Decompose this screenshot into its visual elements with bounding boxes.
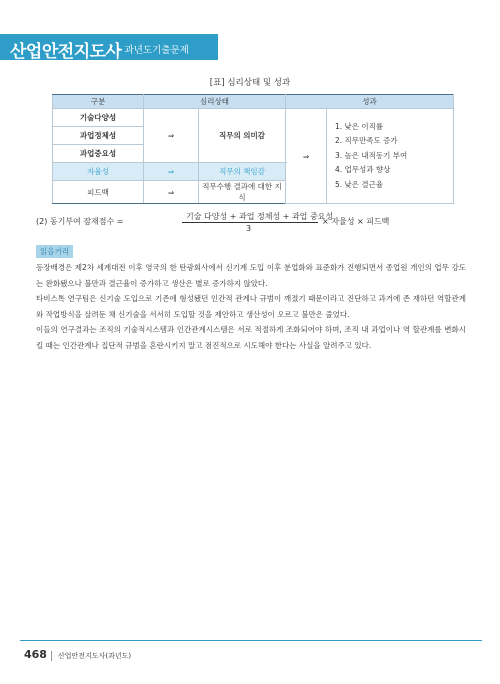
row-feedback: 피드백 <box>53 181 144 204</box>
row-autonomy: 자율성 <box>53 163 144 181</box>
table-title: [표] 심리상태 및 성과 <box>209 78 291 88</box>
state-meaningfulness: 직무의 의미감 <box>199 109 286 163</box>
arrow-icon: ⇒ <box>144 163 199 181</box>
reading-paragraph: 타비스톡 연구팀은 신기술 도입으로 기존에 형성됐던 인간적 관계나 규범이 깨졌기 때문이라고 진단하고 과거에 존 재하던 역할관계와 작업방식을 살려둔 채 신기술을 서서히 도입할 것을 제안하고 생산성이 오르고 불만은 줄었다. <box>36 294 466 319</box>
result-item: 1. 낮은 이직률 <box>335 121 384 131</box>
results-list <box>327 109 454 204</box>
formula-rhs: × 자율성 × 피드백 <box>322 217 390 226</box>
header-category: 구분 <box>53 95 144 109</box>
footer-divider <box>20 640 482 641</box>
result-item: 4. 업무성과 향상 <box>335 165 391 175</box>
arrow-icon: ⇒ <box>144 109 199 163</box>
formula-numerator: 기술 다양성 + 과업 정체성 + 과업 중요성 <box>186 212 334 221</box>
result-item: 3. 높은 내적동기 부여 <box>335 150 408 160</box>
state-responsibility: 직무의 책임감 <box>199 163 286 181</box>
fraction-line <box>182 222 318 223</box>
header-subtitle: • 과년도기출문제 <box>116 45 189 56</box>
formula-denominator: 3 <box>246 224 252 233</box>
mps-formula <box>36 210 466 234</box>
psychology-table <box>52 94 454 204</box>
row-task-significance: 과업중요성 <box>53 145 144 163</box>
formula-lhs: (2) 동기부여 잠재점수 = <box>36 217 124 226</box>
header-state: 심리상태 <box>144 95 286 109</box>
page-number: 468 <box>24 648 47 661</box>
state-knowledge: 직무수행 결과에 대한 지식 <box>199 181 286 204</box>
row-task-identity: 과업정체성 <box>53 127 144 145</box>
arrow-icon: ⇒ <box>144 181 199 204</box>
reading-badge: 읽을거리 <box>36 245 73 258</box>
header-result: 성과 <box>286 95 454 109</box>
footer-text: 산업안전지도사(과년도) <box>58 652 132 660</box>
result-item: 2. 직무만족도 증가 <box>335 136 398 146</box>
header-title: 산업안전지도사 <box>10 42 122 62</box>
arrow-icon: ⇒ <box>286 109 327 204</box>
header-bar <box>0 34 218 60</box>
reading-paragraph: 이들의 연구결과는 조직의 기술적시스템과 인간관계시스템은 서로 적절하게 조화되어야 하며, 조직 내 과업이나 역 할관계를 변화시킬 때는 인간관계나 집단적 규범을 혼란시키지 말고 점진적으로 시도해야 한다는 사실을 알려주고 있다. <box>36 325 466 350</box>
reading-paragraph: 등장배경은 제2차 세계대전 이후 영국의 한 탄광회사에서 신기계 도입 이후 분업화와 표준화가 진행되면서 종업원 개인의 업무 강도는 완화됐으나 불만과 결근율이 증가하고 생산은 별로 증가하지 않았다. <box>36 263 466 288</box>
footer-separator <box>51 651 52 661</box>
result-item: 5. 낮은 결근율 <box>335 179 384 189</box>
row-skill-variety: 기술다양성 <box>53 109 144 127</box>
